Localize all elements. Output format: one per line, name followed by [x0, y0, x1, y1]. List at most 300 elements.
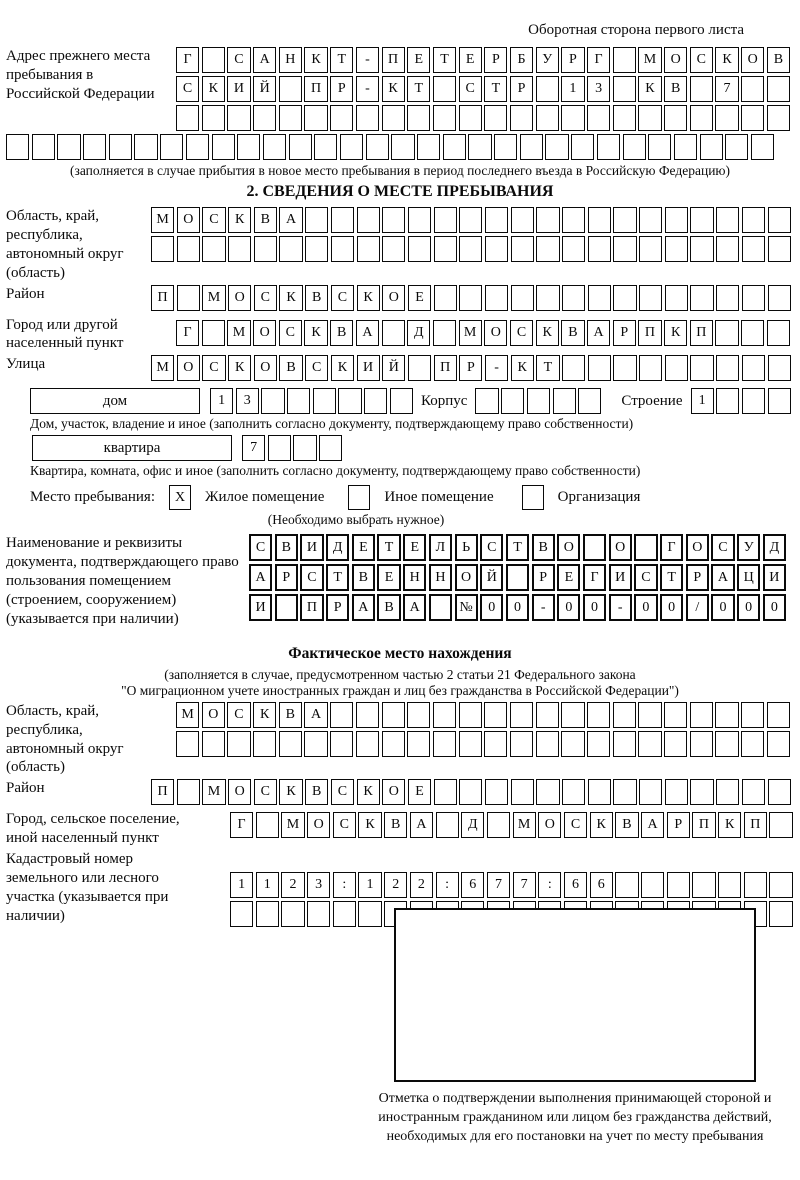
char-cell[interactable]: К — [715, 47, 738, 73]
char-cell[interactable]: 1 — [210, 388, 233, 414]
char-cell[interactable]: С — [711, 534, 734, 561]
char-cell[interactable]: Г — [660, 534, 683, 561]
char-cell[interactable] — [230, 901, 253, 927]
char-cell[interactable] — [690, 731, 713, 757]
checkbox-zhiloe[interactable]: X — [169, 485, 191, 510]
char-cell[interactable]: О — [254, 355, 277, 381]
char-cell[interactable] — [176, 731, 199, 757]
char-cell[interactable]: 6 — [564, 872, 587, 898]
char-cell[interactable]: 7 — [487, 872, 510, 898]
char-cell[interactable] — [638, 731, 661, 757]
char-cell[interactable] — [768, 236, 791, 262]
char-cell[interactable]: 6 — [461, 872, 484, 898]
char-cell[interactable]: А — [279, 207, 302, 233]
char-cell[interactable]: / — [686, 594, 709, 621]
char-cell[interactable] — [151, 236, 174, 262]
char-cell[interactable] — [587, 105, 610, 131]
char-cell[interactable]: П — [434, 355, 457, 381]
char-cell[interactable] — [545, 134, 568, 160]
char-cell[interactable] — [281, 901, 304, 927]
char-cell[interactable] — [562, 236, 585, 262]
char-cell[interactable]: - — [356, 76, 379, 102]
char-cell[interactable]: Т — [536, 355, 559, 381]
char-cell[interactable] — [562, 355, 585, 381]
char-cell[interactable] — [767, 76, 790, 102]
house-field-box[interactable]: дом — [30, 388, 200, 414]
char-cell[interactable]: Р — [686, 564, 709, 591]
char-cell[interactable]: С — [227, 702, 250, 728]
char-cell[interactable] — [382, 105, 405, 131]
char-cell[interactable]: А — [356, 320, 379, 346]
char-cell[interactable]: Р — [326, 594, 349, 621]
char-cell[interactable] — [459, 105, 482, 131]
char-cell[interactable]: Е — [459, 47, 482, 73]
char-cell[interactable] — [638, 702, 661, 728]
char-cell[interactable] — [639, 779, 662, 805]
char-cell[interactable]: И — [249, 594, 272, 621]
char-cell[interactable] — [366, 134, 389, 160]
char-cell[interactable]: В — [275, 534, 298, 561]
char-cell[interactable] — [382, 702, 405, 728]
char-cell[interactable]: И — [763, 564, 786, 591]
char-cell[interactable] — [160, 134, 183, 160]
char-cell[interactable]: Е — [408, 285, 431, 311]
char-cell[interactable] — [287, 388, 310, 414]
char-cell[interactable]: П — [638, 320, 661, 346]
char-cell[interactable]: 0 — [557, 594, 580, 621]
char-cell[interactable] — [613, 76, 636, 102]
char-cell[interactable] — [741, 702, 764, 728]
char-cell[interactable]: П — [744, 812, 767, 838]
char-cell[interactable] — [429, 594, 452, 621]
char-cell[interactable]: С — [176, 76, 199, 102]
char-cell[interactable]: 3 — [587, 76, 610, 102]
char-cell[interactable] — [202, 47, 225, 73]
char-cell[interactable] — [256, 812, 279, 838]
char-cell[interactable]: К — [358, 812, 381, 838]
char-cell[interactable]: С — [202, 207, 225, 233]
char-cell[interactable] — [741, 320, 764, 346]
char-cell[interactable]: М — [151, 207, 174, 233]
char-cell[interactable] — [177, 236, 200, 262]
char-cell[interactable]: В — [377, 594, 400, 621]
char-cell[interactable]: В — [664, 76, 687, 102]
char-cell[interactable] — [357, 236, 380, 262]
char-cell[interactable] — [613, 236, 636, 262]
char-cell[interactable]: Р — [532, 564, 555, 591]
char-cell[interactable]: Д — [763, 534, 786, 561]
char-cell[interactable]: С — [459, 76, 482, 102]
char-cell[interactable] — [475, 388, 498, 414]
char-cell[interactable] — [330, 105, 353, 131]
char-cell[interactable] — [468, 134, 491, 160]
char-cell[interactable] — [494, 134, 517, 160]
char-cell[interactable]: А — [304, 702, 327, 728]
char-cell[interactable]: 1 — [230, 872, 253, 898]
char-cell[interactable]: С — [254, 285, 277, 311]
char-cell[interactable]: К — [638, 76, 661, 102]
char-cell[interactable] — [744, 872, 767, 898]
char-cell[interactable] — [434, 207, 457, 233]
char-cell[interactable]: Е — [377, 564, 400, 591]
char-cell[interactable] — [767, 702, 790, 728]
char-cell[interactable]: О — [202, 702, 225, 728]
char-cell[interactable]: В — [615, 812, 638, 838]
char-cell[interactable] — [741, 76, 764, 102]
char-cell[interactable] — [536, 236, 559, 262]
char-cell[interactable]: Т — [484, 76, 507, 102]
char-cell[interactable] — [304, 105, 327, 131]
char-cell[interactable]: В — [305, 285, 328, 311]
char-cell[interactable] — [613, 731, 636, 757]
checkbox-inoe[interactable] — [348, 485, 370, 510]
char-cell[interactable] — [305, 236, 328, 262]
char-cell[interactable]: С — [480, 534, 503, 561]
char-cell[interactable] — [641, 872, 664, 898]
char-cell[interactable]: 3 — [307, 872, 330, 898]
char-cell[interactable] — [716, 779, 739, 805]
char-cell[interactable] — [356, 702, 379, 728]
char-cell[interactable] — [227, 105, 250, 131]
char-cell[interactable]: Г — [176, 47, 199, 73]
char-cell[interactable] — [690, 207, 713, 233]
char-cell[interactable]: К — [590, 812, 613, 838]
char-cell[interactable]: М — [281, 812, 304, 838]
char-cell[interactable] — [506, 564, 529, 591]
char-cell[interactable] — [665, 207, 688, 233]
char-cell[interactable]: М — [459, 320, 482, 346]
char-cell[interactable]: К — [357, 285, 380, 311]
char-cell[interactable] — [588, 207, 611, 233]
char-cell[interactable]: - — [532, 594, 555, 621]
char-cell[interactable]: Е — [557, 564, 580, 591]
char-cell[interactable] — [639, 207, 662, 233]
char-cell[interactable] — [459, 702, 482, 728]
char-cell[interactable] — [382, 236, 405, 262]
char-cell[interactable]: А — [253, 47, 276, 73]
char-cell[interactable] — [588, 236, 611, 262]
char-cell[interactable]: 1 — [256, 872, 279, 898]
char-cell[interactable]: 0 — [660, 594, 683, 621]
char-cell[interactable] — [638, 105, 661, 131]
char-cell[interactable]: Е — [403, 534, 426, 561]
char-cell[interactable]: Д — [326, 534, 349, 561]
char-cell[interactable] — [407, 731, 430, 757]
char-cell[interactable] — [227, 731, 250, 757]
char-cell[interactable] — [767, 320, 790, 346]
char-cell[interactable]: О — [228, 285, 251, 311]
char-cell[interactable] — [639, 236, 662, 262]
char-cell[interactable]: К — [202, 76, 225, 102]
char-cell[interactable] — [768, 779, 791, 805]
char-cell[interactable]: Г — [587, 47, 610, 73]
char-cell[interactable]: Й — [382, 355, 405, 381]
char-cell[interactable]: : — [333, 872, 356, 898]
char-cell[interactable]: С — [305, 355, 328, 381]
char-cell[interactable] — [459, 731, 482, 757]
char-cell[interactable]: А — [403, 594, 426, 621]
char-cell[interactable]: Т — [660, 564, 683, 591]
char-cell[interactable] — [330, 702, 353, 728]
char-cell[interactable]: А — [410, 812, 433, 838]
char-cell[interactable] — [613, 355, 636, 381]
char-cell[interactable] — [588, 285, 611, 311]
char-cell[interactable] — [767, 105, 790, 131]
char-cell[interactable] — [356, 731, 379, 757]
char-cell[interactable]: Н — [429, 564, 452, 591]
char-cell[interactable] — [536, 285, 559, 311]
char-cell[interactable]: С — [690, 47, 713, 73]
char-cell[interactable] — [562, 779, 585, 805]
char-cell[interactable] — [253, 105, 276, 131]
char-cell[interactable] — [485, 207, 508, 233]
char-cell[interactable] — [408, 207, 431, 233]
char-cell[interactable]: : — [436, 872, 459, 898]
char-cell[interactable]: О — [484, 320, 507, 346]
char-cell[interactable] — [578, 388, 601, 414]
char-cell[interactable] — [725, 134, 748, 160]
char-cell[interactable] — [305, 207, 328, 233]
char-cell[interactable] — [313, 388, 336, 414]
char-cell[interactable] — [665, 355, 688, 381]
char-cell[interactable] — [487, 812, 510, 838]
char-cell[interactable]: Т — [377, 534, 400, 561]
char-cell[interactable] — [390, 388, 413, 414]
char-cell[interactable] — [718, 872, 741, 898]
char-cell[interactable] — [237, 134, 260, 160]
char-cell[interactable] — [741, 105, 764, 131]
char-cell[interactable]: Й — [253, 76, 276, 102]
char-cell[interactable]: В — [532, 534, 555, 561]
char-cell[interactable]: М — [638, 47, 661, 73]
char-cell[interactable] — [767, 731, 790, 757]
char-cell[interactable] — [254, 236, 277, 262]
char-cell[interactable] — [561, 105, 584, 131]
char-cell[interactable]: А — [587, 320, 610, 346]
char-cell[interactable]: Ь — [455, 534, 478, 561]
char-cell[interactable] — [304, 731, 327, 757]
char-cell[interactable] — [443, 134, 466, 160]
char-cell[interactable]: С — [331, 779, 354, 805]
char-cell[interactable] — [186, 134, 209, 160]
char-cell[interactable]: П — [151, 779, 174, 805]
char-cell[interactable]: А — [352, 594, 375, 621]
char-cell[interactable] — [279, 105, 302, 131]
char-cell[interactable]: Т — [326, 564, 349, 591]
char-cell[interactable]: 1 — [691, 388, 714, 414]
char-cell[interactable]: 0 — [711, 594, 734, 621]
char-cell[interactable] — [716, 207, 739, 233]
char-cell[interactable] — [109, 134, 132, 160]
char-cell[interactable] — [382, 731, 405, 757]
char-cell[interactable] — [83, 134, 106, 160]
char-cell[interactable]: - — [609, 594, 632, 621]
char-cell[interactable] — [588, 779, 611, 805]
char-cell[interactable]: Д — [461, 812, 484, 838]
char-cell[interactable]: : — [538, 872, 561, 898]
char-cell[interactable] — [690, 355, 713, 381]
char-cell[interactable]: Т — [506, 534, 529, 561]
char-cell[interactable] — [6, 134, 29, 160]
char-cell[interactable]: К — [279, 285, 302, 311]
char-cell[interactable] — [202, 320, 225, 346]
char-cell[interactable] — [639, 285, 662, 311]
char-cell[interactable]: М — [176, 702, 199, 728]
char-cell[interactable] — [485, 779, 508, 805]
char-cell[interactable]: К — [664, 320, 687, 346]
char-cell[interactable] — [134, 134, 157, 160]
char-cell[interactable]: О — [557, 534, 580, 561]
char-cell[interactable] — [692, 872, 715, 898]
char-cell[interactable]: Е — [352, 534, 375, 561]
char-cell[interactable] — [742, 207, 765, 233]
char-cell[interactable]: О — [741, 47, 764, 73]
char-cell[interactable] — [700, 134, 723, 160]
char-cell[interactable]: С — [254, 779, 277, 805]
char-cell[interactable]: Р — [275, 564, 298, 591]
char-cell[interactable] — [391, 134, 414, 160]
char-cell[interactable]: К — [279, 779, 302, 805]
char-cell[interactable] — [597, 134, 620, 160]
char-cell[interactable] — [279, 236, 302, 262]
char-cell[interactable] — [202, 731, 225, 757]
char-cell[interactable] — [433, 76, 456, 102]
char-cell[interactable] — [57, 134, 80, 160]
char-cell[interactable]: В — [561, 320, 584, 346]
char-cell[interactable]: А — [249, 564, 272, 591]
char-cell[interactable] — [407, 105, 430, 131]
char-cell[interactable] — [648, 134, 671, 160]
char-cell[interactable] — [613, 207, 636, 233]
char-cell[interactable]: 6 — [590, 872, 613, 898]
char-cell[interactable] — [382, 207, 405, 233]
char-cell[interactable]: М — [227, 320, 250, 346]
char-cell[interactable]: М — [513, 812, 536, 838]
checkbox-organizaciya[interactable] — [522, 485, 544, 510]
char-cell[interactable] — [279, 76, 302, 102]
char-cell[interactable] — [667, 872, 690, 898]
char-cell[interactable] — [331, 236, 354, 262]
char-cell[interactable]: С — [510, 320, 533, 346]
char-cell[interactable]: Т — [330, 47, 353, 73]
char-cell[interactable] — [674, 134, 697, 160]
char-cell[interactable] — [357, 207, 380, 233]
char-cell[interactable] — [484, 105, 507, 131]
char-cell[interactable] — [356, 105, 379, 131]
char-cell[interactable] — [561, 702, 584, 728]
char-cell[interactable]: Т — [407, 76, 430, 102]
char-cell[interactable]: С — [227, 47, 250, 73]
char-cell[interactable]: 0 — [634, 594, 657, 621]
char-cell[interactable]: В — [352, 564, 375, 591]
char-cell[interactable] — [434, 779, 457, 805]
char-cell[interactable] — [358, 901, 381, 927]
char-cell[interactable]: 0 — [737, 594, 760, 621]
char-cell[interactable] — [562, 285, 585, 311]
char-cell[interactable] — [279, 731, 302, 757]
char-cell[interactable]: 0 — [480, 594, 503, 621]
char-cell[interactable]: В — [305, 779, 328, 805]
char-cell[interactable]: В — [767, 47, 790, 73]
char-cell[interactable] — [742, 355, 765, 381]
char-cell[interactable] — [715, 105, 738, 131]
char-cell[interactable]: У — [536, 47, 559, 73]
char-cell[interactable] — [751, 134, 774, 160]
char-cell[interactable] — [716, 355, 739, 381]
char-cell[interactable]: С — [331, 285, 354, 311]
char-cell[interactable]: П — [304, 76, 327, 102]
char-cell[interactable] — [665, 779, 688, 805]
char-cell[interactable]: - — [356, 47, 379, 73]
char-cell[interactable] — [484, 731, 507, 757]
char-cell[interactable] — [382, 320, 405, 346]
char-cell[interactable]: К — [304, 47, 327, 73]
char-cell[interactable] — [742, 236, 765, 262]
char-cell[interactable]: Б — [510, 47, 533, 73]
char-cell[interactable]: Р — [667, 812, 690, 838]
char-cell[interactable] — [768, 388, 791, 414]
char-cell[interactable] — [434, 236, 457, 262]
char-cell[interactable]: К — [331, 355, 354, 381]
char-cell[interactable]: К — [382, 76, 405, 102]
char-cell[interactable]: О — [455, 564, 478, 591]
char-cell[interactable]: П — [692, 812, 715, 838]
char-cell[interactable]: М — [151, 355, 174, 381]
char-cell[interactable]: Й — [480, 564, 503, 591]
char-cell[interactable] — [536, 207, 559, 233]
char-cell[interactable] — [433, 320, 456, 346]
char-cell[interactable] — [256, 901, 279, 927]
char-cell[interactable] — [331, 207, 354, 233]
char-cell[interactable] — [587, 731, 610, 757]
char-cell[interactable] — [768, 207, 791, 233]
char-cell[interactable] — [665, 236, 688, 262]
char-cell[interactable] — [261, 388, 284, 414]
char-cell[interactable]: П — [382, 47, 405, 73]
char-cell[interactable]: Р — [510, 76, 533, 102]
char-cell[interactable] — [275, 594, 298, 621]
char-cell[interactable] — [690, 779, 713, 805]
char-cell[interactable]: В — [254, 207, 277, 233]
char-cell[interactable] — [202, 236, 225, 262]
char-cell[interactable] — [176, 105, 199, 131]
char-cell[interactable] — [293, 435, 316, 461]
char-cell[interactable]: С — [202, 355, 225, 381]
char-cell[interactable]: К — [511, 355, 534, 381]
char-cell[interactable] — [613, 285, 636, 311]
char-cell[interactable] — [553, 388, 576, 414]
char-cell[interactable] — [690, 76, 713, 102]
char-cell[interactable]: О — [228, 779, 251, 805]
char-cell[interactable] — [268, 435, 291, 461]
char-cell[interactable]: Р — [613, 320, 636, 346]
char-cell[interactable] — [408, 355, 431, 381]
char-cell[interactable]: О — [538, 812, 561, 838]
char-cell[interactable] — [408, 236, 431, 262]
char-cell[interactable] — [436, 812, 459, 838]
char-cell[interactable] — [587, 702, 610, 728]
char-cell[interactable]: С — [333, 812, 356, 838]
char-cell[interactable] — [716, 285, 739, 311]
char-cell[interactable] — [417, 134, 440, 160]
char-cell[interactable] — [338, 388, 361, 414]
char-cell[interactable] — [613, 702, 636, 728]
char-cell[interactable] — [212, 134, 235, 160]
char-cell[interactable] — [588, 355, 611, 381]
char-cell[interactable] — [562, 207, 585, 233]
char-cell[interactable]: Ц — [737, 564, 760, 591]
char-cell[interactable]: К — [228, 207, 251, 233]
